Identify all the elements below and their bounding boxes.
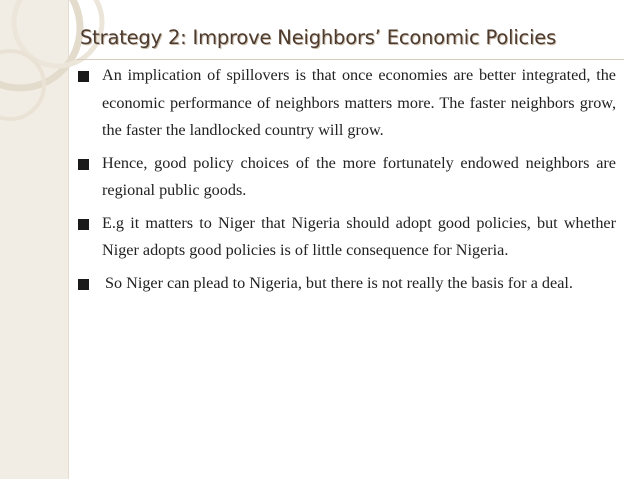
bullet-text: Hence, good policy choices of the more fortunately endowed neighbors are regional public goods. — [102, 153, 616, 199]
filled-square-icon — [78, 279, 89, 290]
bullet-text: An implication of spillovers is that once economies are better integrated, the economic performance of neighbors matters more. The faster neighbors grow, the faster the landlocked country will grow. — [102, 66, 616, 139]
title-divider — [76, 59, 624, 60]
filled-square-icon — [78, 219, 89, 230]
filled-square-icon — [78, 159, 89, 170]
bullet-item — [76, 210, 616, 265]
slide-title: Strategy 2: Improve Neighbors’ Economic Policies — [80, 26, 557, 49]
bullet-item — [76, 62, 616, 145]
filled-square-icon — [78, 71, 89, 82]
bullet-text: E.g it matters to Niger that Nigeria should adopt good policies, but whether Niger adopts good policies is of little consequence for Nigeria. — [102, 213, 616, 259]
bullet-item — [76, 150, 616, 205]
bullet-item — [76, 270, 616, 298]
bullet-list — [76, 62, 616, 302]
bullet-text: So Niger can plead to Nigeria, but there is not really the basis for a deal. — [105, 273, 573, 292]
